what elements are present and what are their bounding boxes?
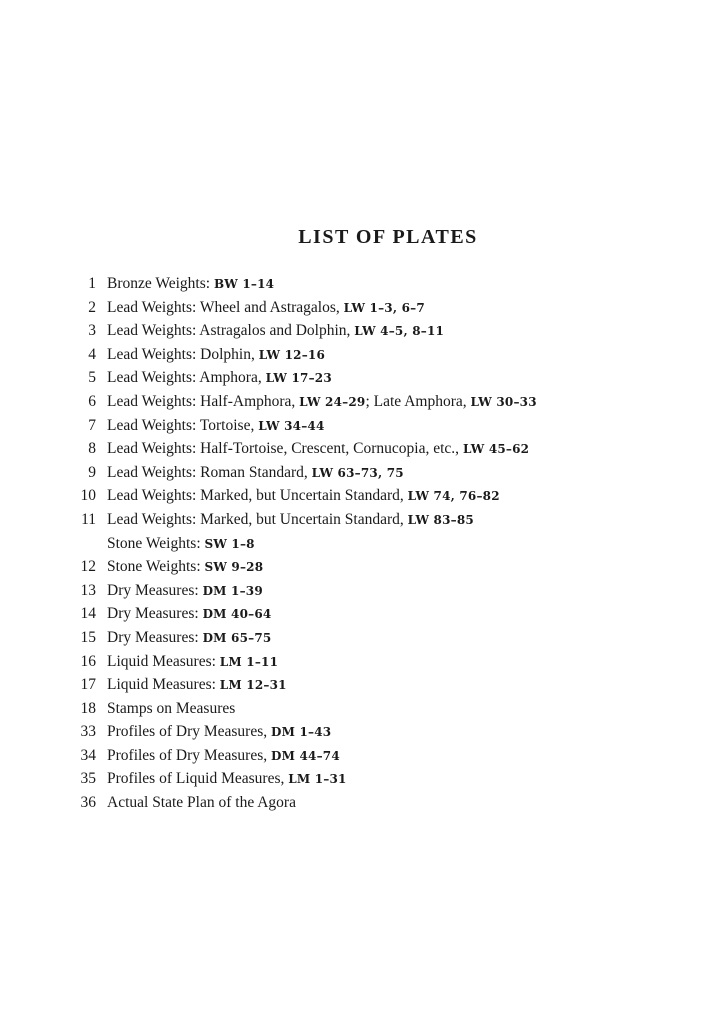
plate-title: Lead Weights: Tortoise, [107,416,259,434]
plate-row [70,767,690,791]
plate-title: Dry Measures: [107,605,203,623]
plate-number: 35 [80,770,96,788]
plate-number: 13 [80,581,96,599]
catalogue-reference: DM 1–43 [271,725,332,740]
plate-row [70,272,690,296]
plate-description [107,417,325,434]
plate-number: 1 [88,275,96,292]
plate-description [107,582,263,599]
plate-description [107,535,255,552]
plate-title: Lead Weights: Half-Tortoise, Crescent, Cornucopia, etc., [107,440,463,458]
plate-row [70,650,690,674]
plate-title: Liquid Measures: [107,652,220,670]
plate-number: 2 [88,298,96,316]
plate-description [107,369,332,386]
plate-title: Stamps on Measures [107,699,236,717]
catalogue-reference: SW 9–28 [204,560,264,575]
catalogue-reference: LW 17–23 [265,371,332,386]
plate-description [107,322,444,339]
catalogue-reference: LW 24–29 [299,394,366,409]
catalogue-reference: LW 34–44 [258,418,325,433]
plate-title: Dry Measures: [107,581,203,599]
plate-title: Actual State Plan of the Agora [107,794,296,812]
plate-description [107,511,474,528]
catalogue-reference: LW 1–3, 6–7 [343,300,425,315]
plate-title: Liquid Measures: [107,676,220,694]
plate-description [107,653,278,670]
plate-title: Lead Weights: Marked, but Uncertain Standard, [107,487,408,505]
catalogue-reference: LW 30–33 [470,394,537,409]
plate-description [107,629,271,646]
plate-row [70,296,690,320]
plate-description [107,464,404,481]
page-title: LIST OF PLATES [298,226,478,248]
plate-number: 12 [80,558,96,576]
plate-number: 8 [88,440,96,458]
plate-title: Dry Measures: [107,628,203,646]
plate-description [107,770,347,787]
plate-title: Profiles of Dry Measures, [107,746,272,764]
plate-row [70,484,690,508]
plate-number: 11 [81,510,96,528]
plate-number: 5 [88,369,96,387]
plate-title: Lead Weights: Wheel and Astragalos, [107,298,344,316]
plate-row [70,697,690,721]
catalogue-reference: LW 12–16 [258,347,326,362]
catalogue-reference: LW 74, 76–82 [407,489,500,504]
plate-row [70,555,690,579]
plate-description [107,487,500,504]
catalogue-reference: DM 44–74 [271,748,340,763]
plate-title: Lead Weights: Half-Amphora, [107,392,300,410]
plate-number: 4 [88,345,96,363]
plate-row [70,437,690,461]
plate-row [70,720,690,744]
plate-title: Stone Weights: [107,558,205,576]
plate-row [70,602,690,626]
plate-description [107,700,235,717]
plate-row [70,508,690,532]
plate-title-continued: ; Late Amphora, [365,392,471,410]
catalogue-reference: LW 45–62 [462,442,530,457]
plate-row [70,461,690,485]
catalogue-reference: DM 65–75 [202,630,272,645]
plate-description [107,275,274,292]
plate-title: Profiles of Liquid Measures, [107,770,289,788]
plate-title: Stone Weights: [107,534,205,552]
plate-row [70,744,690,768]
catalogue-reference: LW 4–5, 8–11 [354,324,445,339]
catalogue-reference: SW 1–8 [204,536,255,551]
plate-description [107,605,271,622]
plate-row [70,673,690,697]
catalogue-reference: BW 1–14 [213,277,275,291]
plate-row [70,626,690,650]
plate-description [107,393,537,410]
plate-number: 15 [80,628,96,646]
plate-number: 36 [80,794,96,812]
plate-number: 34 [80,746,96,764]
plate-number: 17 [80,676,96,694]
plate-description [107,794,296,811]
catalogue-reference: LM 12–31 [219,678,287,693]
catalogue-reference: LM 1–31 [288,772,347,787]
plate-description [107,723,331,740]
plate-title: Lead Weights: Dolphin, [107,345,259,363]
plate-number: 7 [88,416,96,434]
plate-number: 9 [88,463,96,481]
plate-title: Lead Weights: Marked, but Uncertain Standard, [107,510,408,528]
catalogue-reference: LM 1–11 [219,654,279,669]
plate-description [107,558,263,575]
plate-description [107,299,425,316]
plate-list [70,272,690,815]
plate-number: 3 [88,322,96,340]
plate-row [70,532,690,556]
plate-row [70,579,690,603]
catalogue-reference: LW 63–73, 75 [311,465,404,480]
plate-title: Lead Weights: Roman Standard, [107,463,312,481]
plate-number: 14 [80,605,96,623]
plate-title: Lead Weights: Amphora, [107,369,266,387]
plate-row [70,390,690,414]
plate-description [107,676,287,693]
plate-row [70,414,690,438]
plate-number: 18 [80,699,96,717]
plate-row [70,366,690,390]
plate-description [107,346,325,363]
catalogue-reference: LW 83–85 [407,512,474,527]
plate-row [70,343,690,367]
plate-title: Lead Weights: Astragalos and Dolphin, [107,322,355,340]
plate-number: 33 [80,723,96,741]
plate-number: 16 [80,652,96,670]
plate-description [107,747,340,764]
plate-row [70,319,690,343]
catalogue-reference: DM 40–64 [202,607,272,622]
plate-title: Bronze Weights: [107,275,214,292]
plate-number: 10 [80,487,96,505]
catalogue-reference: DM 1–39 [202,583,263,598]
plate-title: Profiles of Dry Measures, [107,723,272,741]
plate-description [107,440,529,457]
plate-row [70,791,690,815]
plate-number: 6 [88,392,96,410]
